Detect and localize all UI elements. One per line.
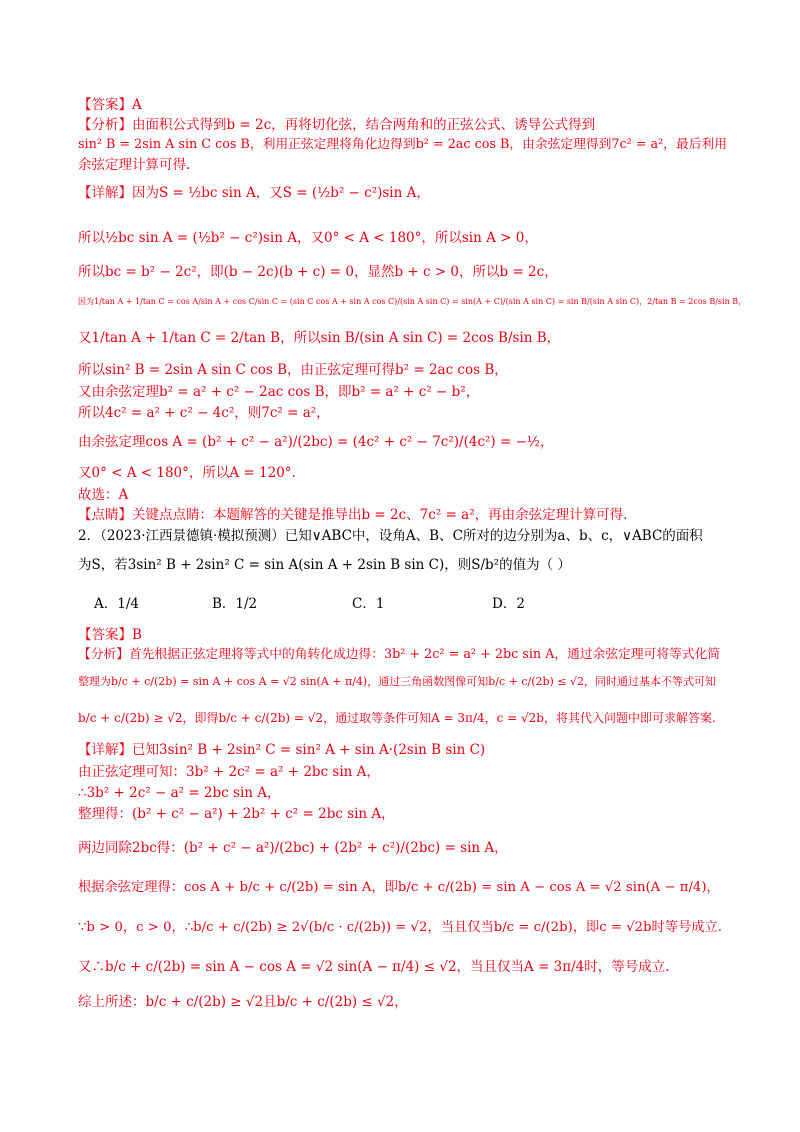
detail-2-line-2: 由正弦定理可知：3b² + 2c² = a² + 2bc sin A，	[78, 764, 380, 780]
detail-line-8: 所以4c² = a² + c² − 4c²，则7c² = a²，	[78, 405, 330, 421]
analysis-line-2: sin² B = 2sin A sin C cos B，利用正弦定理将角化边得到b² = 2ac cos B，由余弦定理得到7c² = a²，最后利用	[78, 137, 728, 152]
detail-line-7: 又由余弦定理b² = a² + c² − 2ac cos B，即b² = a² + c² − b²，	[78, 384, 480, 400]
key-point-line: 【点睛】关键点点睛：本题解答的关键是推导出b = 2c、7c² = a²，再由余弦定理计算可得.	[78, 507, 628, 523]
detail-2-line-8: 又∴b/c + c/(2b) = sin A − cos A = √2 sin(A − π/4) ≤ √2，当且仅当A = 3π/4时，等号成立.	[78, 959, 670, 975]
detail-line-6: 所以sin² B = 2sin A sin C cos B，由正弦定理可得b² = 2ac cos B，	[78, 362, 508, 378]
answer-label-1: 【答案】A	[78, 97, 142, 113]
analysis-line-1: 【分析】由面积公式得到b = 2c，再将切化弦，结合两角和的正弦公式、诱导公式得到	[78, 117, 596, 133]
analysis-2-line-3: b/c + c/(2b) ≥ √2，即得b/c + c/(2b) = √2，通过取等条件可知A = 3π/4，c = √2b，将其代入问题中即可求解答案.	[78, 711, 716, 725]
detail-line-2: 所以½bc sin A = (½b² − c²)sin A，又0° < A < 180°，所以sin A > 0，	[78, 230, 538, 246]
detail-line-5: 又1/tan A + 1/tan C = 2/tan B，所以sin B/(sin A sin C) = 2cos B/sin B，	[78, 330, 561, 346]
detail-2-line-5: 两边同除2bc得：(b² + c² − a²)/(2bc) + (2b² + c²)/(2bc) = sin A，	[78, 840, 508, 856]
option-c: C．1	[352, 596, 385, 612]
answer-label-2: 【答案】B	[78, 627, 142, 643]
detail-2-line-1: 【详解】已知3sin² B + 2sin² C = sin² A + sin A·(2sin B sin C)	[78, 742, 486, 758]
detail-2-line-3: ∴3b² + 2c² − a² = 2bc sin A，	[78, 785, 281, 801]
detail-2-line-9: 综上所述：b/c + c/(2b) ≥ √2且b/c + c/(2b) ≤ √2，	[78, 994, 408, 1010]
analysis-2-line-1: 【分析】首先根据正弦定理将等式中的角转化成边得：3b² + 2c² = a² + 2bc sin A，通过余弦定理可将等式化简	[78, 647, 721, 662]
detail-2-line-4: 整理得：(b² + c² − a²) + 2b² + c² = 2bc sin A，	[78, 806, 395, 822]
detail-line-9: 由余弦定理cos A = (b² + c² − a²)/(2bc) = (4c² + c² − 7c²)/(4c²) = −½，	[78, 434, 554, 450]
detail-2-line-7: ∵b > 0，c > 0，∴b/c + c/(2b) ≥ 2√(b/c · c/(2b)) = √2，当且仅当b/c = c/(2b)，即c = √2b时等号成立.	[78, 920, 723, 935]
option-a: A．1/4	[94, 596, 139, 612]
detail-line-10: 又0° < A < 180°，所以A = 120°.	[78, 465, 296, 481]
question-2-line-2: 为S，若3sin² B + 2sin² C = sin A(sin A + 2sin B sin C)，则S/b²的值为（ ）	[78, 557, 571, 573]
detail-line-3: 所以bc = b² − 2c²，即(b − 2c)(b + c) = 0，显然b + c > 0，所以b = 2c，	[78, 264, 558, 280]
analysis-2-line-2: 整理为b/c + c/(2b) = sin A + cos A = √2 sin(A + π/4)，通过三角函数图像可知b/c + c/(2b) ≤ √2，同时通过基本不等式可知	[78, 675, 717, 688]
option-d: D．2	[492, 596, 525, 612]
detail-2-line-6: 根据余弦定理得：cos A + b/c + c/(2b) = sin A，即b/c + c/(2b) = sin A − cos A = √2 sin(A − π/4)，	[78, 880, 720, 895]
choose-line: 故选：A	[78, 487, 129, 503]
question-2-line-1: 2．（2023·江西景德镇·模拟预测）已知∨ABC中，设角A、B、C所对的边分别为a、b、c，∨ABC的面积	[78, 528, 703, 544]
detail-line-4: 因为1/tan A + 1/tan C = cos A/sin A + cos C/sin C = (sin C cos A + sin A cos C)/(sin A sin C) = sin(A + C)/(sin A sin C) = sin B/(sin A sin C)，2/tan B = 2cos B/sin B，	[78, 297, 747, 306]
option-b: B．1/2	[212, 596, 258, 612]
detail-line-1: 【详解】因为S = ½bc sin A，又S = (½b² − c²)sin A，	[78, 185, 430, 201]
analysis-line-3: 余弦定理计算可得.	[78, 157, 191, 173]
